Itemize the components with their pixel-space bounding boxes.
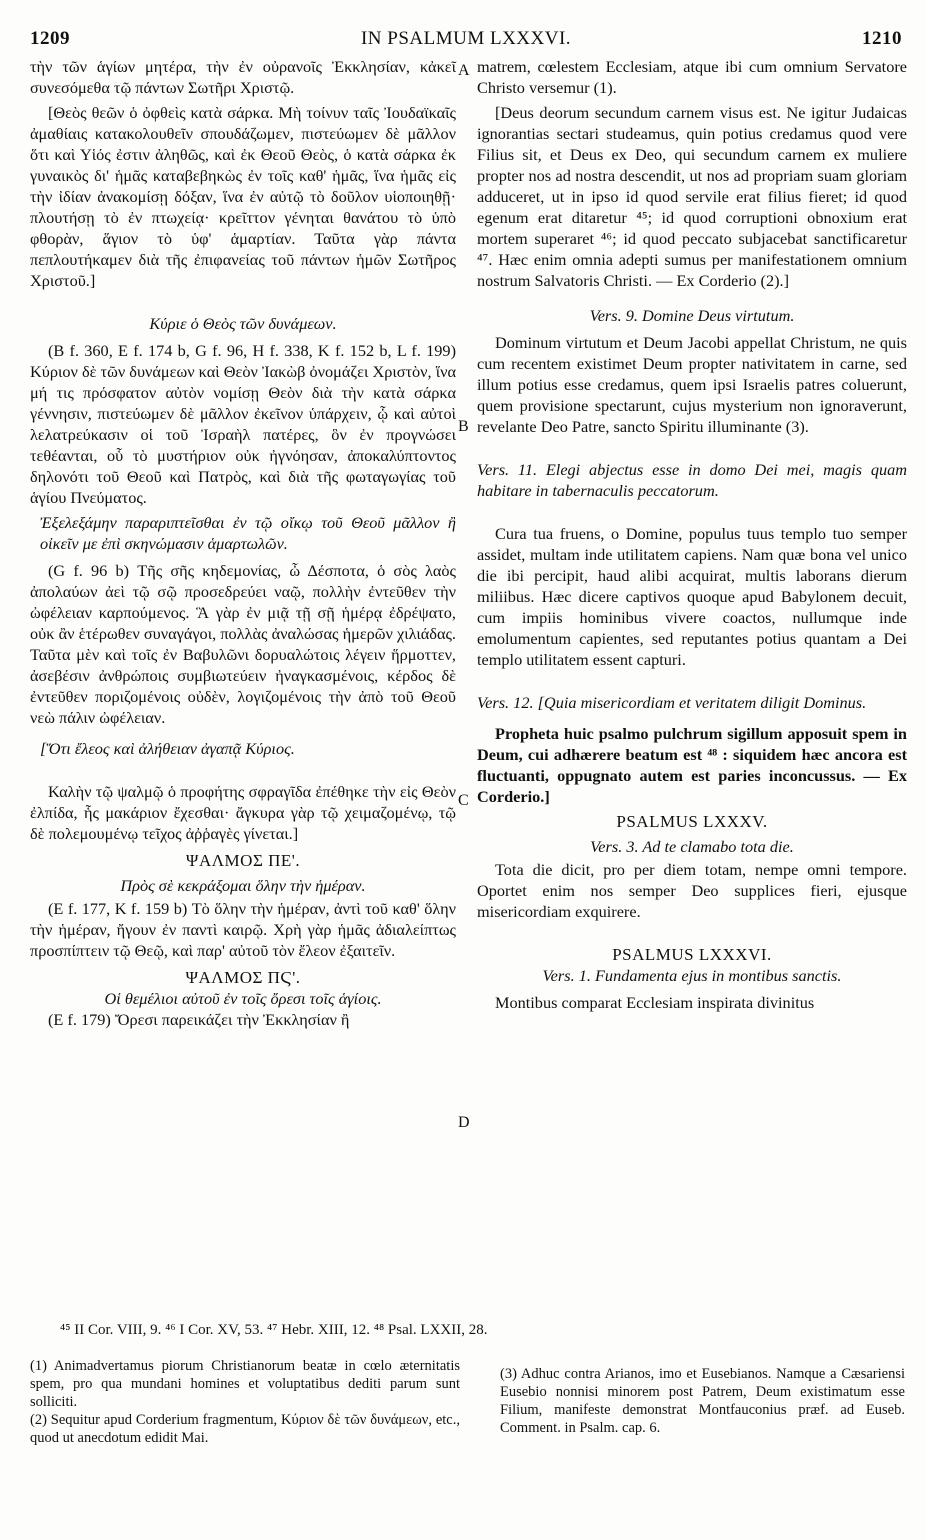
latin-verse-heading: Vers. 9. Domine Deus virtutum.	[589, 306, 795, 325]
greek-verse-heading: Κύριε ὁ Θεὸς τῶν δυνάμεων.	[149, 314, 337, 333]
page-number-left: 1209	[30, 28, 70, 49]
footnote: (1) Animadvertamus piorum Christianorum beatæ in cœlo æternitatis spem, pro qua mundani homines et voluptatibus dediti parum sunt solliciti.	[30, 1358, 460, 1410]
latin-paragraph: matrem, cœlestem Ecclesiam, atque ibi cum omnium Servatore Christo versemur (1).	[477, 57, 907, 97]
greek-paragraph: τὴν τῶν ἁγίων μητέρα, τὴν ἐν οὐρανοῖς Ἐκκλησίαν, κἀκεῖ συνεσόμεθα τῷ πάντων Σωτῆρι Χριστῷ.	[30, 57, 456, 97]
margin-letter-a: A	[458, 62, 470, 79]
greek-verse-heading: [Ὅτι ἔλεος καὶ ἀλήθειαν ἀγαπᾷ Κύριος.	[40, 739, 295, 758]
margin-letter-d: D	[458, 1114, 470, 1131]
latin-verse-heading: Vers. 12. [Quia misericordiam et veritatem diligit Dominus.	[477, 693, 867, 712]
greek-paragraph: (E f. 179) Ὄρεσι παρεικάζει τὴν Ἐκκλησίαν ἢ	[48, 1010, 350, 1029]
running-header	[30, 28, 902, 52]
greek-psalm-title: ΨΑΛΜΟΣ ΠϚ'.	[185, 968, 301, 987]
footnote: (3) Adhuc contra Arianos, imo et Eusebianos. Namque a Cæsariensi Eusebio nonnisi minorem post Patrem, Deum existimatum esse Filium, manifeste demonstrat Montfauconius præf. ad Euseb. Comment. in Psalm. cap. 6.	[500, 1366, 905, 1436]
running-title: IN PSALMUM LXXXVI.	[360, 28, 572, 49]
latin-psalm-title: PSALMUS LXXXVI.	[612, 945, 772, 964]
margin-letter-c: C	[458, 792, 469, 809]
latin-paragraph: Propheta huic psalmo pulchrum sigillum apposuit spem in Deum, cui adhærere beatum est ⁴⁸ : siquidem hæc ancora est fluctuanti, oppugnato autem est paries inconcussus. — Ex Corderio.]	[477, 724, 907, 806]
greek-column	[30, 56, 456, 1030]
greek-verse-heading: Ἐξελεξάμην παραριπτεῖσθαι ἐν τῷ οἴκῳ τοῦ Θεοῦ μᾶλλον ἢ οἰκεῖν με ἐπὶ σκηνώμασιν ἁμαρτωλῶν.	[40, 513, 456, 553]
page-number-right: 1210	[862, 28, 902, 49]
greek-paragraph: (E f. 177, K f. 159 b) Τὸ ὅλην τὴν ἡμέραν, ἀντὶ τοῦ καθ' ὅλην τὴν ἡμέραν, ἤγουν ἐν παντὶ καιρῷ. Χρὴ γὰρ ἡμᾶς ἀδιαλείπτως προσπίπτειν τῷ Θεῷ, καὶ παρ' αὐτοῦ τὸν ἔλεον ἐξαιτεῖν.	[30, 899, 456, 960]
greek-psalm-title: ΨΑΛΜΟΣ ΠΕ'.	[185, 851, 301, 870]
greek-verse-heading: Πρὸς σὲ κεκράξομαι ὅλην τὴν ἡμέραν.	[120, 876, 366, 895]
scripture-references: ⁴⁵ II Cor. VIII, 9. ⁴⁶ I Cor. XV, 53. ⁴⁷ Hebr. XIII, 12. ⁴⁸ Psal. LXXII, 28.	[60, 1322, 488, 1338]
latin-psalm-title: PSALMUS LXXXV.	[616, 812, 768, 831]
greek-paragraph: [Θεὸς θεῶν ὁ ὀφθεὶς κατὰ σάρκα. Μὴ τοίνυν ταῖς Ἰουδαϊκαῖς ἀμαθίαις κατακολουθεῖν σπουδάζωμεν, πιστεύωμεν δὲ μᾶλλον ὅτι καὶ Υἱός ἐστιν ἀληθῶς, καὶ ἐκ Θεοῦ Θεὸς, ὁ κατὰ σάρκα ἐκ γυναικὸς δι' ἡμᾶς καταβεβηκὼς ἐν τοῖς καθ' ἡμᾶς, ἵνα ἡμᾶς εἰς τὴν ἰδίαν ἀνακομίσῃ δόξαν, ἵνα ἐν αὐτῷ τὸ δοῦλον υἱοποιηθῇ· πλουτήσῃ τὸ ἐν πτωχείᾳ· κρεῖττον γένηται θανάτου τὸ ὑπὸ φθορὰν, ἅγιον τὸ ὑφ' ἁμαρτίαν. Ταῦτα γὰρ πάντα πεπλουτήκαμεν διὰ τῆς ἐπιφανείας τοῦ πάντων ἡμῶν Σωτῆρος Χριστοῦ.]	[30, 103, 456, 290]
greek-verse-heading: Οἱ θεμέλιοι αὐτοῦ ἐν τοῖς ὄρεσι τοῖς ἁγίοις.	[104, 989, 382, 1008]
latin-verse-heading: Vers. 3. Ad te clamabo tota die.	[590, 837, 794, 856]
margin-letter-b: B	[458, 418, 469, 435]
greek-paragraph: (G f. 96 b) Τῆς σῆς κηδεμονίας, ὦ Δέσποτα, ὁ σὸς λαὸς ἀπολαύων ἀεὶ τῷ σῷ προσεδρεύει ναῷ, πολλὴν ἐντεῦθεν τὴν ὠφέλειαν καρπούμενος. Ἃ γὰρ ἐν μιᾷ τῇ σῇ ἡμέρᾳ ἐδρέψατο, οὐκ ἂν ἑτέρωθεν συναγάγοι, πολλὰς ἀναλώσας ἡμερῶν χιλιάδας. Ταῦτα μὲν καὶ τοῖς ἐν Βαβυλῶνι δορυαλώτοις λέγειν ἥρμοττεν, ἀσεβέσιν ἀνθρώποις συμβιωτεύειν ἠναγκασμένοις, κέρδος δὲ ἐντεῦθεν ποριζομένοις οὐδὲν, λογιζομένοις τὴν ἀπὸ τοῦ Θεοῦ νεὼ πάλιν ὠφέλειαν.	[30, 561, 456, 727]
greek-paragraph: (B f. 360, E f. 174 b, G f. 96, H f. 338, K f. 152 b, L f. 199) Κύριον δὲ τῶν δυνάμεων καὶ Θεὸν Ἰακὼβ ὀνομάζει Χριστὸν, ἵνα μή τις πρόσφατον αὐτὸν νομίσῃ Θεὸν διὰ τὴν κατὰ σάρκα γέννησιν, πιστεύωμεν δὲ μᾶλλον ἐκεῖνον ὑπάρχειν, ᾧ καὶ αὐτοὶ λελατρεύκασιν οἱ τοῦ Ἰσραὴλ πατέρες, ὃν ἐν προγνώσει τεθέανται, οὗ τὸ μυστήριον οὐκ ἠγνόησαν, ἀποκαλύπτοντος δηλονότι τοῦ Θεοῦ καὶ Πατρὸς, καὶ διὰ τῆς φωταγωγίας τοῦ ἁγίου Πνεύματος.	[30, 341, 456, 507]
greek-paragraph: Καλὴν τῷ ψαλμῷ ὁ προφήτης σφραγῖδα ἐπέθηκε τὴν εἰς Θεὸν ἐλπίδα, ἧς μακάριον ἔχεσθαι· ἄγκυρα γὰρ τῷ χειμαζομένῳ, τῷ δὲ πολεμουμένῳ τεῖχος ἀῤῥαγὲς γίνεται.]	[30, 782, 456, 843]
latin-paragraph: Dominum virtutum et Deum Jacobi appellat Christum, ne quis cum recentem existimet Deum propter nativitatem in carne, sed illum potius esse credamus, quem ipsi Israelis patres coluerunt, quem provisione spectarunt, cujus mysterium non ignoraverunt, revelante Deo Patre, sancto Spiritu illuminante (3).	[477, 333, 907, 436]
latin-paragraph: Cura tua fruens, o Domine, populus tuus templo tuo semper assidet, multam inde utilitatem capiens. Nam quæ bona vel unico die ibi percipit, haud alibi acquirat, multis laborans dierum miliibus. Hæc dicere captivos quoque apud Babylonem decuit, cum impiis hominibus vivere coactos, nullumque inde emolumentum capientes, sed reputantes potius quantam a Dei templo utilitatem essent capturi.	[477, 524, 907, 669]
latin-paragraph: [Deus deorum secundum carnem visus est. Ne igitur Judaicas ignorantias sectari studeamus, quin potius credamus quod vere Filius sit, et Deus ex Deo, qui secundum carnem ex muliere propter nos ad nostra descendit, ut nos ad propriam suam gloriam adduceret, ut in ipso id quod servile erat filius fieret; id quod egenum erat ditaretur ⁴⁵; id quod corruptioni obnoxium erat mortem superaret ⁴⁶; id quod peccato subjacebat sanctificaretur ⁴⁷. Hæc enim omnia adepti sumus per manifestationem omnium nostrum Salvatoris Christi. — Ex Corderio (2).]	[477, 103, 907, 290]
latin-verse-heading: Vers. 1. Fundamenta ejus in montibus sanctis.	[542, 966, 842, 985]
latin-paragraph: Montibus comparat Ecclesiam inspirata divinitus	[495, 993, 815, 1012]
latin-column	[477, 56, 907, 1013]
footnotes-right	[500, 1365, 905, 1437]
footnotes-left	[30, 1357, 460, 1447]
footnote: (2) Sequitur apud Corderium fragmentum, Κύριον δὲ τῶν δυνάμεων, etc., quod ut anecdotum edidit Mai.	[30, 1412, 460, 1446]
latin-paragraph: Tota die dicit, pro per diem totam, nempe omni tempore. Oportet enim nos semper Deo supplices fieri, ejusque misericordiam exquirere.	[477, 860, 907, 921]
latin-verse-heading: Vers. 11. Elegi abjectus esse in domo Dei mei, magis quam habitare in tabernaculis peccatorum.	[477, 460, 907, 500]
